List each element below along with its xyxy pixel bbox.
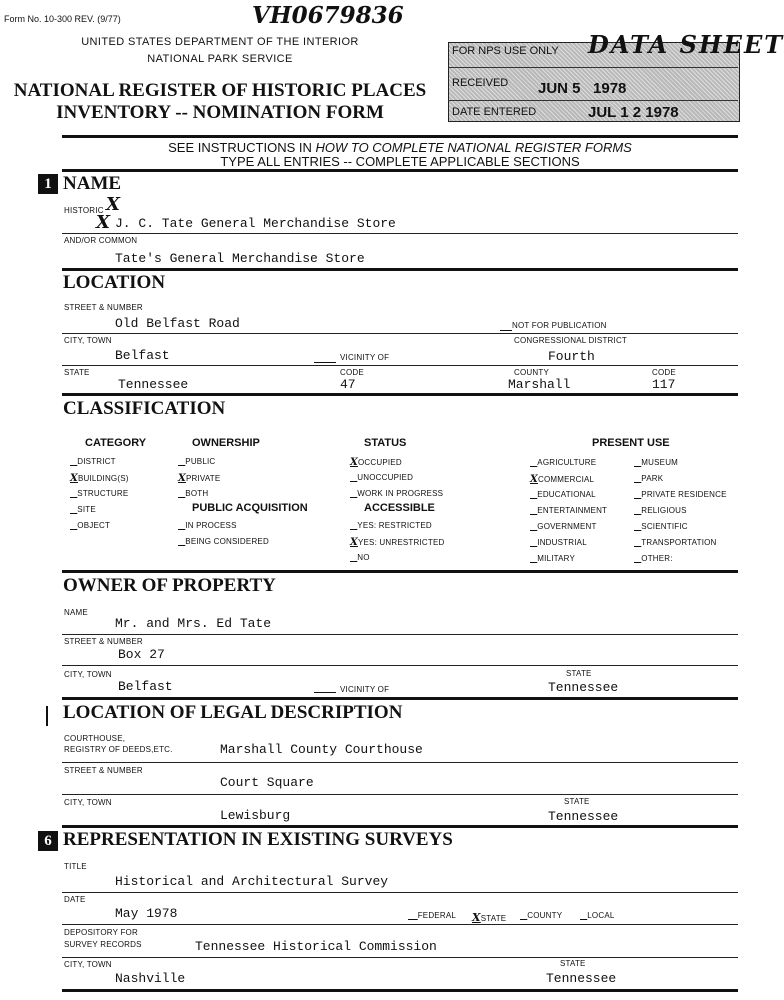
use-private-residence: PRIVATE RESIDENCE [641,490,727,499]
instructions-prefix: SEE INSTRUCTIONS IN [168,140,316,155]
use-religious: RELIGIOUS [641,506,687,515]
date-entered-label: DATE ENTERED [452,106,537,118]
state-code-label: CODE [340,368,364,377]
section-rule [62,570,738,573]
owner-name-value: Mr. and Mrs. Ed Tate [115,616,272,631]
instructions-line2: TYPE ALL ENTRIES -- COMPLETE APPLICABLE SECTIONS [220,154,580,169]
survey-records-label: SURVEY RECORDS [64,940,142,949]
depository-label: DEPOSITORY FOR [64,928,138,937]
courthouse-label: COURTHOUSE, [64,734,126,743]
owner-city-label: CITY, TOWN [64,670,112,679]
survey-title-label: TITLE [64,862,87,871]
field-rule [62,957,738,958]
service-name: NATIONAL PARK SERVICE [147,53,293,65]
handwritten-id: VH0679836 [252,2,404,29]
accessible-no: NO [357,553,370,562]
section-heading-classification: CLASSIFICATION [63,398,226,419]
section-number: 6 [38,831,58,851]
survey-state: XSTATE [472,911,507,924]
category-structure: STRUCTURE [77,489,129,498]
owner-street-value: Box 27 [118,647,165,662]
field-rule [62,233,738,234]
category-object: OBJECT [77,521,111,530]
county-code-value: 117 [652,377,676,392]
section-heading-owner: OWNER OF PROPERTY [63,575,276,596]
state-value: Tennessee [118,377,189,392]
use-military: MILITARY [537,554,576,563]
legal-street-value: Court Square [220,775,314,790]
county-value: Marshall [508,377,571,392]
use-industrial: INDUSTRIAL [537,538,587,547]
section-rule [62,825,738,828]
city-town-label: CITY, TOWN [64,336,112,345]
county-label: COUNTY [514,368,549,377]
category-title: CATEGORY [85,437,147,449]
section-heading-location: LOCATION [63,272,166,293]
county-code-label: CODE [652,368,676,377]
category-site: SITE [77,505,96,514]
section-rule [62,697,738,700]
status-title: STATUS [364,437,407,449]
field-rule [62,794,738,795]
vicinity-label: VICINITY OF [340,353,390,362]
use-commercial: XCOMMERCIAL [530,474,595,485]
section-rule [62,268,738,271]
field-rule [62,634,738,635]
category-district: DISTRICT [77,457,116,466]
present-use-title: PRESENT USE [592,437,670,449]
legal-street-label: STREET & NUMBER [64,766,143,775]
not-for-publication-label: NOT FOR PUBLICATION [512,321,607,330]
survey-title-value: Historical and Architectural Survey [115,874,389,889]
blank-line [314,362,336,363]
accessible-title: ACCESSIBLE [364,502,435,514]
date-entered-value: JUL 1 2 1978 [588,104,679,121]
legal-city-label: CITY, TOWN [64,798,112,807]
field-rule [62,924,738,925]
data-sheet-handwriting: DATA SHEET [588,30,784,59]
use-museum: MUSEUM [641,458,679,467]
use-other: OTHER: [641,554,673,563]
common-name-label: AND/OR COMMON [64,236,138,245]
state-label: STATE [64,368,90,377]
owner-vicinity-label: VICINITY OF [340,685,390,694]
form-title-line1: NATIONAL REGISTER OF HISTORIC PLACES [13,80,427,101]
use-agriculture: AGRICULTURE [537,458,597,467]
courthouse-value: Marshall County Courthouse [220,742,423,757]
section-rule [62,169,738,172]
survey-county: COUNTY [527,911,563,920]
acquisition-in-process: IN PROCESS [185,521,237,530]
status-unoccupied: UNOCCUPIED [357,473,414,482]
historic-name-value: J. C. Tate General Merchandise Store [115,216,396,231]
use-educational: EDUCATIONAL [537,490,596,499]
use-scientific: SCIENTIFIC [641,522,688,531]
registry-label: REGISTRY OF DEEDS,ETC. [64,745,173,754]
use-park: PARK [641,474,664,483]
owner-name-label: NAME [64,608,88,617]
state-code-value: 47 [340,377,356,392]
section-number: 1 [38,174,58,194]
instructions-line1 [62,140,738,155]
blank-line [500,330,512,331]
section-heading-surveys: REPRESENTATION IN EXISTING SURVEYS [63,829,453,850]
survey-federal: FEDERAL [417,911,457,920]
congressional-district-label: CONGRESSIONAL DISTRICT [514,336,628,345]
survey-city-value: Nashville [115,971,186,986]
legal-state-label: STATE [564,797,590,806]
field-rule [62,665,738,666]
received-date: JUN 5 1978 [538,80,627,97]
section-heading-name: NAME [63,173,122,194]
nps-divider [448,100,738,101]
street-number-label: STREET & NUMBER [64,303,143,312]
accessible-unrestricted: XYES: UNRESTRICTED [350,537,445,548]
owner-state-label: STATE [566,669,592,678]
field-rule [62,892,738,893]
historic-label: HISTORIC [64,206,104,215]
check-mark: X [96,212,110,233]
margin-mark [46,706,48,726]
survey-date-label: DATE [64,895,86,904]
use-government: GOVERNMENT [537,522,597,531]
legal-state-value: Tennessee [548,809,619,824]
nps-divider [448,67,738,68]
use-transportation: TRANSPORTATION [641,538,717,547]
owner-city-value: Belfast [118,679,173,694]
survey-local: LOCAL [587,911,615,920]
ownership-both: BOTH [185,489,209,498]
owner-state-value: Tennessee [548,680,619,695]
section-rule [62,989,738,992]
survey-state-value: Tennessee [546,971,617,986]
common-name-value: Tate's General Merchandise Store [115,251,365,266]
category-buildings: XBUILDING(S) [70,473,129,484]
accessible-restricted: YES: RESTRICTED [357,521,432,530]
section-rule [62,393,738,396]
ownership-title: OWNERSHIP [192,437,260,449]
department-name: UNITED STATES DEPARTMENT OF THE INTERIOR [81,36,359,48]
legal-city-value: Lewisburg [220,808,291,823]
survey-date-value: May 1978 [115,906,178,921]
use-entertainment: ENTERTAINMENT [537,506,608,515]
street-value: Old Belfast Road [115,316,240,331]
field-rule [62,365,738,366]
owner-street-label: STREET & NUMBER [64,637,143,646]
ownership-public: PUBLIC [185,457,216,466]
status-work-in-progress: WORK IN PROGRESS [357,489,444,498]
check-mark: X [106,194,120,215]
city-value: Belfast [115,348,170,363]
received-label: RECEIVED [452,77,509,89]
form-title-line2: INVENTORY -- NOMINATION FORM [56,102,384,123]
form-number: Form No. 10-300 REV. (9/77) [4,14,121,24]
congressional-district-value: Fourth [548,349,595,364]
field-rule [62,762,738,763]
ownership-private: XPRIVATE [178,473,221,484]
blank-line [314,692,336,693]
survey-city-label: CITY, TOWN [64,960,112,969]
acquisition-being-considered: BEING CONSIDERED [185,537,269,546]
instructions-italic: HOW TO COMPLETE NATIONAL REGISTER FORMS [315,140,632,155]
status-occupied: XOCCUPIED [350,457,402,468]
depository-value: Tennessee Historical Commission [195,939,437,954]
survey-state-label: STATE [560,959,586,968]
section-heading-legal: LOCATION OF LEGAL DESCRIPTION [63,702,403,723]
nps-use-label: FOR NPS USE ONLY [452,45,559,57]
field-rule [62,333,738,334]
section-rule [62,135,738,138]
public-acquisition-title: PUBLIC ACQUISITION [192,502,308,514]
